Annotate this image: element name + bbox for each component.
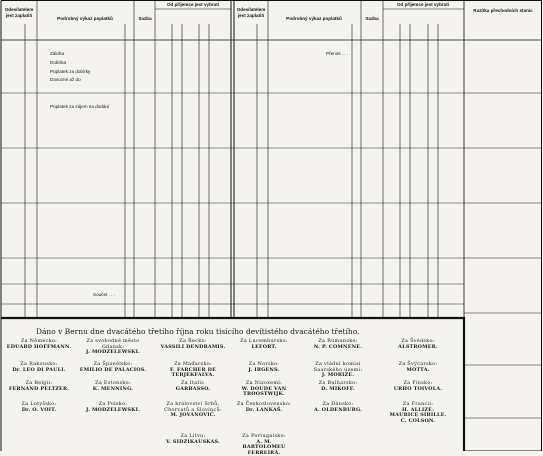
header-recipient-right: Od příjemce jest vybrati [396, 2, 450, 7]
signature-block [161, 339, 226, 350]
signature-name: V. SIDZIKAUSKAS. [165, 438, 221, 445]
signature-block [9, 381, 69, 392]
signature-block [155, 402, 231, 419]
dated-line: Dáno v Bernu dne dvacátého třetího října roku tisícího devítistého dvacátého třetího. [36, 327, 360, 336]
signature-block [304, 362, 371, 379]
signature-name: Dr. O. VOIT. [21, 406, 57, 413]
signature-country: Za svobodné město Gdansk: [86, 338, 140, 350]
row-label-poplatek-dobirky: Poplatek za dobírky [50, 69, 91, 74]
signature-country: Za Německo: [20, 338, 58, 344]
signature-country: Za Maďarsko: [174, 361, 212, 367]
signature-country: Za Finsko: [403, 380, 433, 386]
signature-block [12, 362, 65, 373]
signature-name: VASSILI DENDRAMIS. [160, 343, 226, 350]
row-label-dobirka: Dobírka [50, 60, 67, 65]
signature-name: K. MENNING. [92, 385, 134, 392]
signature-name: ALSTROMER. [398, 343, 438, 350]
header-stamps: Razítka přechodních stanic [473, 8, 533, 13]
signature-name: H. ALLIZÉ. MAURICE SIBILLE. C. COLSON. [389, 406, 447, 424]
signature-name: F. FARCHER DE TERJÉKFALVA. [169, 366, 217, 379]
header-details-right: Podrobný výkaz poplatků [286, 16, 342, 21]
header-recipient-left: Od příjemce jest vybrati [166, 2, 220, 7]
row-label-poplatek-zajem: Poplatek za zájem na dodání [50, 104, 110, 109]
signature-block [80, 362, 146, 373]
signature-block [176, 381, 210, 392]
header-rate-left: Sazba [138, 16, 152, 21]
signature-block [7, 339, 71, 350]
signature-country: Za Portugalsko: [242, 433, 286, 439]
signature-name: J. IRGENS. [248, 366, 280, 373]
signature-name: Dr. LANKAŠ. [245, 406, 283, 413]
signature-block [399, 362, 438, 373]
signature-country: Za Italii: [180, 380, 206, 386]
signature-country: Za Československo: [236, 401, 292, 407]
signature-country: Za Litvu: [180, 433, 206, 439]
signature-name: FERNAND PELTZER. [8, 385, 70, 392]
row-label-dovozne: Dovozné až do [50, 77, 81, 82]
signature-block [394, 381, 443, 392]
signature-name: M. JOVANOVIĆ. [170, 412, 216, 419]
signature-name: W. DOUDE VAN TROOSTWIJK. [241, 385, 287, 398]
row-rules [1, 93, 464, 304]
signature-block [319, 381, 358, 392]
signature-block [237, 402, 291, 413]
signature-country: Za Polsko: [98, 401, 128, 407]
header-rate-right: Sazba [365, 16, 379, 21]
row-label-soucet: Součet . . . [93, 292, 115, 297]
signature-block [314, 339, 362, 350]
signature-block [22, 402, 57, 413]
signature-name: A. OLDENBURG. [313, 406, 363, 413]
signature-block [235, 434, 294, 456]
left-half-columns [25, 1, 234, 319]
signature-name: D. MIKOFF. [321, 385, 355, 392]
signature-block [239, 381, 289, 398]
signature-block [389, 402, 448, 424]
signature-country: Za Nizozemí: [245, 380, 283, 386]
right-half-columns [257, 1, 438, 319]
signature-block [314, 402, 362, 413]
signature-country: Za Norsko: [248, 361, 280, 367]
header-details-left: Podrobný výkaz poplatků [57, 16, 113, 21]
signature-country: Za Švédsko: [401, 338, 435, 344]
signature-country: Za Lucembursko: [240, 338, 288, 344]
signature-name: EMILIO DE PALACIOS. [79, 366, 147, 373]
signature-name: URHO TOIVOLA. [393, 385, 443, 392]
signature-name: J. MORIZE. [321, 372, 355, 379]
signature-block [166, 434, 220, 445]
signature-name: A. M. BARTOLOMEU FERREIRA. [242, 438, 286, 456]
signature-country: Za Rumunsko: [318, 338, 358, 344]
signature-block [84, 339, 143, 356]
signature-block [86, 402, 140, 413]
header-sender-right: Odesílatelem jest zaplatiti [236, 7, 266, 18]
signature-country: Za Bulharsko: [318, 380, 358, 386]
signature-country: Za Francii: [402, 401, 434, 407]
signature-country: Za Rakousko: [20, 361, 58, 367]
signature-country: Za Estonsko: [95, 380, 131, 386]
signature-name: GARBASSO. [175, 385, 211, 392]
signature-country: Za Švýcarsko: [398, 361, 438, 367]
signature-name: EDUARD HOFFMANN. [6, 343, 72, 350]
header-sender-left: Odesílatelem jest zaplatiti [4, 7, 34, 18]
signature-name: MOTTA. [406, 366, 430, 373]
signature-block [164, 362, 223, 379]
signature-country: Za Řecko: [179, 338, 207, 344]
signature-name: Dr. LEO DI PAULI. [12, 366, 66, 373]
signature-block [93, 381, 133, 392]
signature-block [240, 339, 288, 350]
signature-name: LEFORT. [251, 343, 277, 350]
row-label-zaloha: Záloha [50, 51, 65, 56]
signature-name: J. MODZELEWSKI. [86, 406, 140, 413]
signature-block [248, 362, 279, 373]
stamps-grid [464, 93, 542, 418]
signature-country: Za Španělsko: [93, 361, 133, 367]
signature-block [398, 339, 438, 350]
signature-name: N. P. COMNENE. [313, 343, 363, 350]
signature-name: J. MODZELEWSKI. [86, 349, 140, 356]
signature-country: Za Belgii: [25, 380, 53, 386]
signature-country: Za království Srbů, Chorvatů a Slovinců: [164, 401, 222, 413]
row-label-prenos: Přenos . . . [326, 51, 349, 56]
signature-country: Za vládní komisi Saarského území: [313, 361, 363, 373]
signature-country: Za Lotyšsko: [21, 401, 57, 407]
signature-country: Za Dánsko: [322, 401, 354, 407]
